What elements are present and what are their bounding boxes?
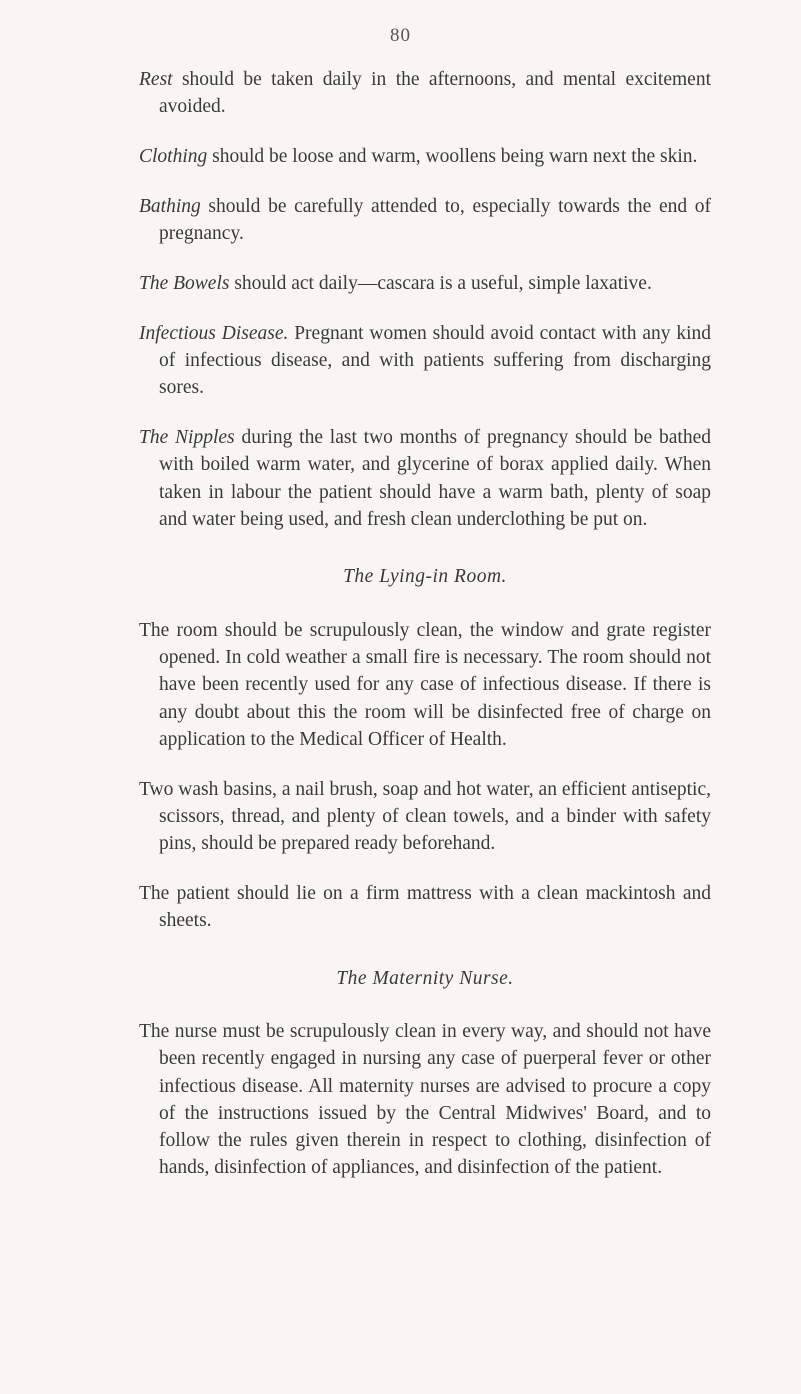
bowels-paragraph: [139, 270, 711, 297]
lying-in-paragraph-2: Two wash basins, a nail brush, soap and hot water, an efficient antiseptic, scissors, thread, and plenty of clean towels, and a binder with safety pins, should be prepared ready beforehand.: [139, 778, 711, 855]
bathing-paragraph: [139, 193, 711, 248]
nipples-lead: The Nipples: [139, 427, 235, 449]
rest-text: should be taken daily in the afternoons, and mental excitement avoided.: [159, 69, 711, 118]
rest-paragraph: [139, 66, 711, 121]
bowels-lead: The Bowels: [139, 272, 230, 294]
bowels-text: should act daily—cascara is a useful, simple laxative.: [229, 272, 652, 294]
rest-lead: Rest: [139, 69, 173, 90]
infectious-disease-lead: Infectious Disease.: [139, 322, 289, 344]
infectious-disease-paragraph: [139, 320, 711, 402]
nipples-paragraph: [139, 424, 711, 533]
infectious-disease-text: Pregnant women should avoid contact with any kind of infectious disease, and with patients suffering from discharging sores.: [159, 322, 711, 399]
bathing-text: should be carefully attended to, especially towards the end of pregnancy.: [159, 195, 711, 245]
clothing-text: should be loose and warm, woollens being warn next the skin.: [207, 146, 698, 168]
lying-in-room-heading: The Lying-in Room.: [343, 566, 507, 588]
page-number: 80: [390, 25, 411, 46]
bathing-lead: Bathing: [139, 195, 201, 217]
lying-in-paragraph-3: The patient should lie on a firm mattress with a clean mackintosh and sheets.: [139, 883, 711, 932]
lying-in-paragraph-1: The room should be scrupulously clean, the window and grate register opened. In cold weather a small fire is necessary. The room should not have been recently used for any case of infectious disease. If there is any doubt about this the room will be disinfected free of charge on application to the Medical Officer of Health.: [139, 619, 711, 750]
clothing-lead: Clothing: [139, 146, 208, 168]
clothing-paragraph: [139, 143, 711, 170]
maternity-nurse-paragraph: The nurse must be scrupulously clean in every way, and should not have been recently engaged in nursing any case of puerperal fever or other infectious disease. All maternity nurses are advised to procure a copy of the instructions issued by the Central Midwives' Board, and to follow the rules given therein in respect to clothing, disinfection of hands, disinfection of appliances, and disinfection of the patient.: [139, 1020, 711, 1179]
maternity-nurse-heading: The Maternity Nurse.: [336, 967, 514, 989]
page-body: [139, 66, 711, 1204]
nipples-text: during the last two months of pregnancy should be bathed with boiled warm water, and glycerine of borax applied daily. When taken in labour the patient should have a warm bath, plenty of soap and water being used, and fresh clean underclothing be put on.: [159, 427, 711, 531]
